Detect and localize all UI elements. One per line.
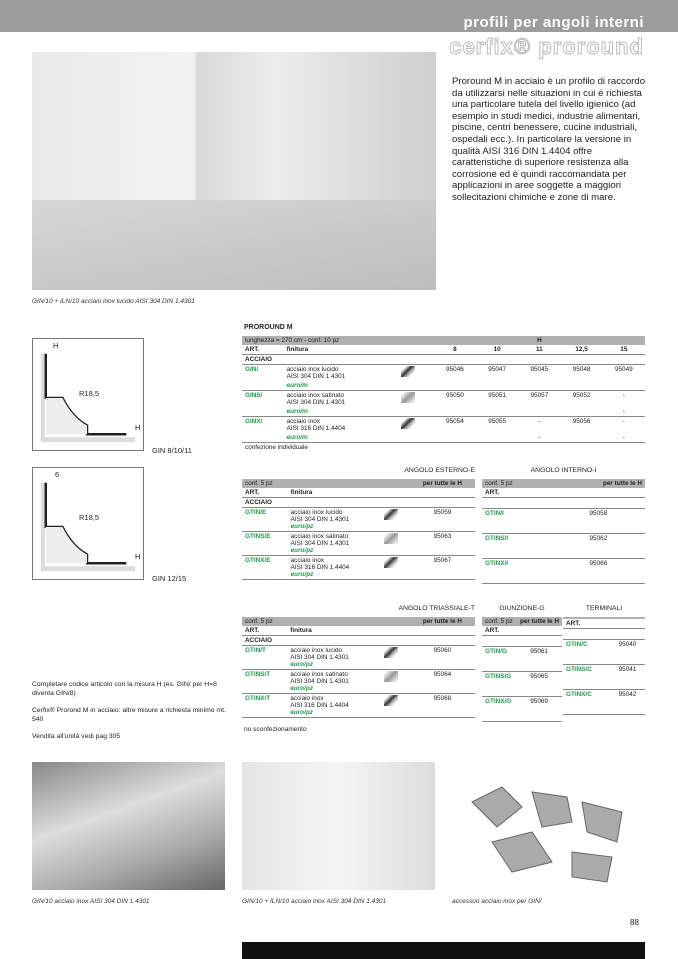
price-cell: -	[622, 408, 625, 415]
art-code: GTIN/G	[482, 647, 516, 672]
main-photo-caption: GIN/10 + ILN/10 acciaio inox lucido AISI 304 DIN 1.4301	[32, 298, 195, 305]
code-cell: 95041	[610, 665, 645, 690]
caption: GIN/10 + ILN/10 acciaio inox AISI 304 DIN 1.4301	[242, 898, 387, 905]
art-code: GTIN/C	[563, 640, 610, 665]
caption: GIN/10 acciaio inox AISI 304 DIN 1.4301	[32, 898, 150, 905]
col-art: ART.	[245, 489, 260, 496]
terminali-table	[563, 617, 645, 717]
profile-diagram-1	[32, 338, 144, 451]
code-cell: -	[603, 417, 645, 434]
h-header: H	[434, 336, 645, 345]
unit-label: euro/m	[286, 382, 308, 389]
col-size: 12,5	[575, 346, 588, 353]
col-size: 10	[493, 346, 501, 353]
interno-title: ANGOLO INTERNO-I	[530, 467, 597, 474]
art-code: GTINX/E	[242, 556, 288, 580]
col-size: 15	[620, 346, 628, 353]
terminali-title: TERMINALI	[585, 605, 623, 612]
art-code: GIN/	[242, 365, 284, 382]
interno-table	[482, 479, 645, 586]
finish-swatch-icon	[384, 671, 398, 682]
conf: conf. 5 pz	[485, 618, 513, 625]
finish-line: AISI 304 DIN 1.4301	[286, 399, 346, 406]
col-art: ART.	[566, 620, 581, 627]
art-code: GTINS/G	[482, 672, 516, 697]
price-cell	[434, 433, 476, 443]
dim-radius: R18,5	[79, 513, 100, 522]
art-code: GTINX/G	[482, 697, 516, 722]
price-cell	[560, 381, 602, 391]
acc-footer: no sconfezionamento	[244, 726, 307, 733]
code-cell: 95065	[516, 672, 562, 697]
art-code: GINX/	[242, 417, 284, 434]
all-h: per tutte le H	[519, 618, 559, 625]
price-cell	[476, 381, 518, 391]
col-art: ART.	[485, 627, 500, 634]
code-cell: 95047	[476, 365, 518, 382]
page-number: 88	[630, 918, 639, 927]
col-finitura: finitura	[290, 489, 313, 496]
price-cell	[603, 381, 645, 391]
col-size: 11	[535, 346, 543, 353]
price-cell	[434, 407, 476, 417]
finish-line: AISI 304 DIN 1.4301	[290, 516, 350, 523]
code-cell: 95048	[560, 365, 602, 382]
code-cell: 95063	[410, 532, 475, 556]
art-code: GINS/	[242, 391, 284, 408]
conf: conf. 5 pz	[242, 479, 410, 488]
esterno-table	[242, 479, 475, 582]
finish-swatch-icon	[401, 392, 415, 403]
diagram-2-label: GIN 12/15	[152, 574, 187, 583]
art-code: GTINS/T	[242, 670, 287, 694]
finish-swatch-icon	[384, 509, 398, 520]
finish-swatch-icon	[384, 647, 398, 658]
col-art: ART.	[485, 489, 500, 496]
code-cell: 95046	[434, 365, 476, 382]
code-cell: 95068	[410, 694, 475, 718]
table-footer: confezione individuale	[242, 443, 645, 453]
brand-title: cerfix® proround	[449, 34, 644, 59]
main-photo	[32, 52, 436, 290]
finish-line: acciaio inox lucido	[286, 366, 339, 373]
col-art: ART.	[245, 627, 260, 634]
code-cell: 95069	[516, 697, 562, 722]
code-cell: 95051	[476, 391, 518, 408]
unit-label: euro/pz	[290, 523, 314, 530]
caption: accessori acciaio inox per GIN/	[452, 898, 542, 905]
art-code: GTINS/E	[242, 532, 288, 556]
giunzione-table	[482, 617, 562, 724]
code-cell: 95059	[410, 508, 475, 532]
art-code: GTINS/I	[482, 534, 552, 559]
code-cell: 95061	[516, 647, 562, 672]
finish-line: acciaio inox lucido	[290, 647, 343, 654]
code-cell: -	[603, 391, 645, 408]
material-row: ACCIAIO	[242, 498, 475, 508]
photo-profile	[32, 762, 225, 890]
price-cell	[434, 381, 476, 391]
subhead: lunghezza = 270 cm - conf. 10 pz	[242, 336, 434, 345]
code-cell: 95040	[610, 640, 645, 665]
dim-top: 6	[55, 470, 60, 479]
finish-line: acciaio inox satinato	[290, 671, 348, 678]
art-code: GTINX/T	[242, 694, 287, 718]
art-code: GTIN/E	[242, 508, 288, 532]
code-cell: 95067	[410, 556, 475, 580]
price-cell: -	[538, 434, 541, 441]
table-title: PROROUND M	[244, 324, 293, 331]
esterno-title: ANGOLO ESTERNO-E	[404, 467, 475, 474]
unit-label: euro/pz	[290, 709, 313, 716]
code-cell: 95049	[603, 365, 645, 382]
art-code: GTINX/I	[482, 559, 552, 584]
proround-table	[242, 336, 645, 452]
unit-label: euro/pz	[290, 547, 314, 554]
finish-line: AISI 304 DIN 1.4301	[290, 678, 349, 685]
note: Cerfix® Prorond M in acciaio: altre misure a richiesta minimo mt. 540	[32, 707, 226, 723]
price-cell	[560, 407, 602, 417]
unit-label: euro/pz	[290, 661, 313, 668]
finish-line: acciaio inox satinato	[286, 392, 345, 399]
code-cell: 95062	[552, 534, 645, 559]
code-cell: 95045	[518, 365, 560, 382]
code-cell: 95050	[434, 391, 476, 408]
finish-line: acciaio inox lucido	[290, 509, 343, 516]
dim-radius: R18,5	[79, 389, 100, 398]
finish-swatch-icon	[384, 557, 398, 568]
giunzione-title: GIUNZIONE-G	[499, 605, 545, 612]
material-row: ACCIAIO	[242, 355, 645, 365]
finish-swatch-icon	[384, 533, 398, 544]
art-code: GTINS/C	[563, 665, 610, 690]
col-art: ART.	[245, 346, 260, 353]
unit-label: euro/m	[286, 434, 308, 441]
all-h: per tutte le H	[602, 480, 642, 487]
finish-line: AISI 316 DIN 1.4404	[290, 564, 350, 571]
finish-line: AISI 304 DIN 1.4301	[286, 373, 346, 380]
art-code: GTINX/C	[563, 690, 610, 715]
code-cell: 95057	[518, 391, 560, 408]
finish-line: AISI 316 DIN 1.4404	[286, 425, 346, 432]
col-finitura: finitura	[286, 346, 309, 353]
code-cell: 95058	[552, 509, 645, 534]
finish-line: acciaio inox	[286, 418, 320, 425]
dim-side: H	[135, 552, 141, 561]
diagram-1-label: GIN 8/10/11	[152, 446, 192, 455]
triassiale-title: ANGOLO TRIASSIALE-T	[398, 605, 475, 612]
code-cell: 95066	[552, 559, 645, 584]
finish-line: AISI 304 DIN 1.4301	[290, 540, 350, 547]
finish-line: acciaio inox	[290, 557, 325, 564]
finish-swatch-icon	[401, 366, 415, 377]
code-cell: -	[518, 417, 560, 434]
col-size: 8	[453, 346, 457, 353]
price-cell	[560, 433, 602, 443]
col-finitura: finitura	[290, 627, 312, 634]
finish-swatch-icon	[384, 695, 398, 706]
code-cell: 95064	[410, 670, 475, 694]
dim-side: H	[135, 423, 141, 432]
profile-diagram-2	[32, 467, 144, 580]
note: Vendita all'unità vedi pag 305	[32, 733, 121, 740]
material-row: ACCIAIO	[242, 636, 475, 646]
all-h: per tutte le H	[410, 479, 475, 488]
code-cell: 95056	[560, 417, 602, 434]
notes	[32, 680, 232, 749]
finish-swatch-icon	[401, 418, 415, 429]
price-cell	[476, 433, 518, 443]
conf: conf. 5 pz	[242, 617, 410, 626]
dim-top: H	[53, 341, 59, 350]
description: Proround M in acciaio è un profilo di raccordo da utilizzarsi nelle situazioni in cui è richiesta una particolare tutela del livello igienico (ad esempio in studi medici, industrie alimentari, piscine, centri benessere, cucine industriali, ospedali ecc.). In particolare la versione in qualità AISI 316 DIN 1.4404 offre caratteristiche di superiore resistenza alla corrosione ed è quindi raccomandata per applicazioni in aree soggette a maggiori sollecitazioni chimiche e zone di mare.	[452, 76, 646, 203]
finish-line: AISI 316 DIN 1.4404	[290, 702, 349, 709]
price-cell	[476, 407, 518, 417]
unit-label: euro/pz	[290, 685, 313, 692]
art-code: GTIN/T	[242, 646, 287, 670]
note: Completare codice articolo con la misura H (es. GIN/ per H=8 diventa GIN/8)	[32, 681, 217, 697]
section-title: profili per angoli interni	[463, 14, 644, 31]
finish-line: acciaio inox	[290, 695, 324, 702]
triassiale-table	[242, 617, 475, 720]
finish-line: AISI 304 DIN 1.4301	[290, 654, 349, 661]
price-cell	[518, 381, 560, 391]
code-cell: 95052	[560, 391, 602, 408]
code-cell: 95060	[410, 646, 475, 670]
art-code: GTIN/I	[482, 509, 552, 534]
finish-line: acciaio inox satinato	[290, 533, 349, 540]
unit-label: euro/pz	[290, 571, 314, 578]
code-cell: 95054	[434, 417, 476, 434]
photo-corner	[242, 762, 435, 890]
photo-accessories	[452, 762, 645, 890]
unit-label: euro/m	[286, 408, 308, 415]
code-cell: 95055	[476, 417, 518, 434]
code-cell: 95042	[610, 690, 645, 715]
price-cell	[518, 407, 560, 417]
price-cell: -	[622, 434, 625, 441]
conf: conf. 5 pz	[485, 480, 513, 487]
footer-bar	[242, 942, 645, 959]
all-h: per tutte le H	[410, 617, 475, 626]
